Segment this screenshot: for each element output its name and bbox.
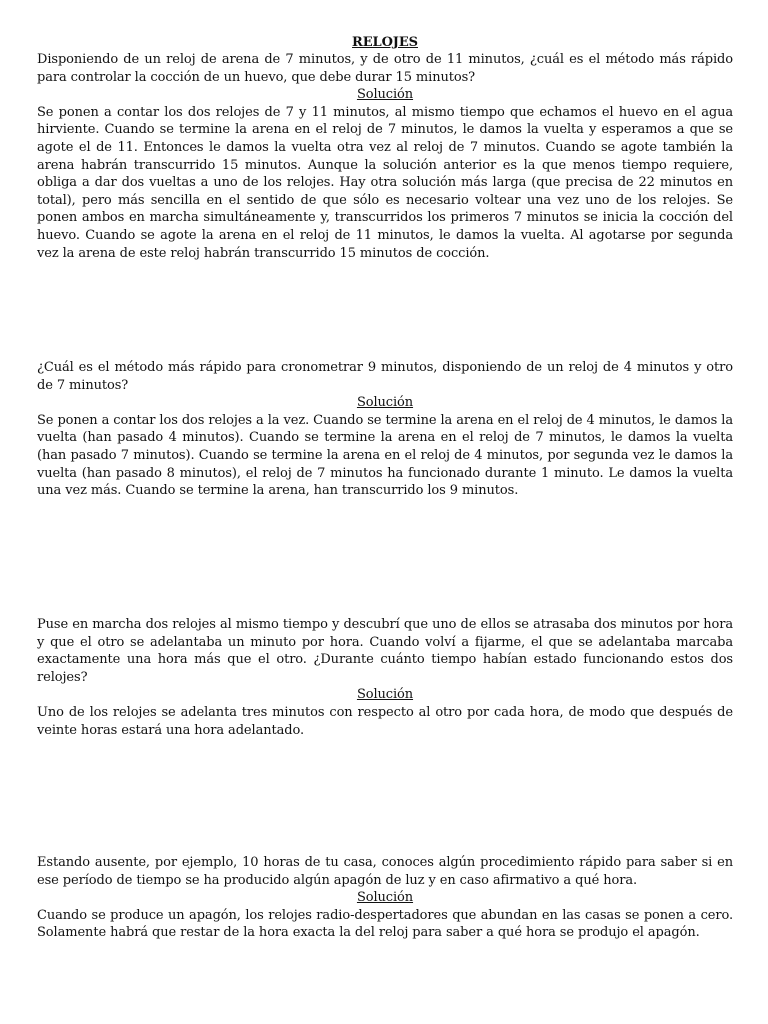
problem-question: ¿Cuál es el método más rápido para cronometrar 9 minutos, disponiendo de un reloj de 4 minutos y otro de 7 minutos? — [37, 360, 733, 393]
problem-solution: Uno de los relojes se adelanta tres minutos con respecto al otro por cada hora, de modo que después de veinte horas estará una hora adelantado. — [37, 704, 733, 738]
problem-3 — [37, 616, 733, 739]
document-page — [37, 34, 733, 941]
solution-heading: Solución — [356, 890, 414, 906]
problem-question: Disponiendo de un reloj de arena de 7 minutos, y de otro de 11 minutos, ¿cuál es el método más rápido para controlar la cocción de un huevo, que debe durar 15 minutos? — [37, 52, 733, 85]
problem-4 — [37, 854, 733, 942]
problem-question: Puse en marcha dos relojes al mismo tiempo y descubrí que uno de ellos se atrasaba dos minutos por hora y que el otro se adelantaba un minuto por hora. Cuando volví a fijarme, el que se adelantaba marcaba exactamente una hora más que el otro. ¿Durante cuánto tiempo habían estado funcionando estos dos relojes? — [37, 617, 733, 685]
problem-solution: Se ponen a contar los dos relojes de 7 y 11 minutos, al mismo tiempo que echamos el huevo en el agua hirviente. Cuando se termine la arena en el reloj de 7 minutos, le damos la vuelta y esperamos a que se agote el de 11. Entonces le damos la vuelta otra vez al reloj de 7 minutos. Cuando se agote también la arena habrán transcurrido 15 minutos. Aunque la solución anterior es la que menos tiempo requiere, obliga a dar dos vueltas a uno de los relojes. Hay otra solución más larga (que precisa de 22 minutos en total), pero más sencilla en el sentido de que sólo es necesario voltear una vez uno de los relojes. Se ponen ambos en marcha simultáneamente y, transcurridos los primeros 7 minutos se inicia la cocción del huevo. Cuando se agote la arena en el reloj de 11 minutos, le damos la vuelta. Al agotarse por segunda vez la arena de este reloj habrán transcurrido 15 minutos de cocción. — [37, 104, 733, 261]
problem-1 — [37, 51, 733, 262]
solution-heading: Solución — [356, 687, 414, 703]
solution-heading: Solución — [356, 87, 414, 103]
solution-heading: Solución — [356, 395, 414, 411]
problem-solution: Se ponen a contar los dos relojes a la vez. Cuando se termine la arena en el reloj de 4 minutos, le damos la vuelta (han pasado 4 minutos). Cuando se termine la arena en el reloj de 7 minutos, le damos la vuelta (han pasado 7 minutos). Cuando se termine la arena en el reloj de 4 minutos, por segunda vez le damos la vuelta (han pasado 8 minutos), el reloj de 7 minutos ha funcionado durante 1 minuto. Le damos la vuelta una vez más. Cuando se termine la arena, han transcurrido los 9 minutos. — [37, 412, 733, 499]
document-title: RELOJES — [352, 35, 418, 50]
problem-question: Estando ausente, por ejemplo, 10 horas de tu casa, conoces algún procedimiento rápido para saber si en ese período de tiempo se ha producido algún apagón de luz y en caso afirmativo a qué hora. — [37, 855, 733, 888]
problem-solution: Cuando se produce un apagón, los relojes radio-despertadores que abundan en las casas se ponen a cero. Solamente habrá que restar de la hora exacta la del reloj para saber a qué hora se produjo el apagón. — [37, 907, 733, 941]
problem-2 — [37, 359, 733, 500]
